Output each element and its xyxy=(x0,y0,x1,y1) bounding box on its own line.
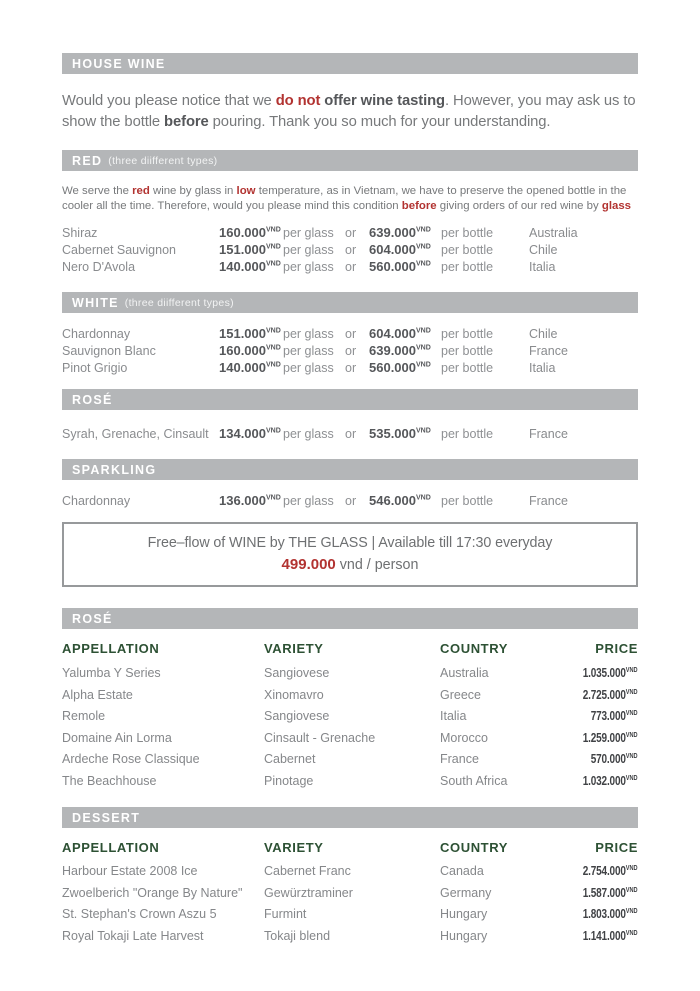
price: $1.035.000^{VND}$ xyxy=(583,666,638,681)
vnd-sup: VND xyxy=(416,226,431,234)
per-bottle-label: per bottle xyxy=(441,344,494,359)
wine-row xyxy=(62,259,638,276)
wine-row xyxy=(62,242,638,259)
price: $1.259.000^{VND}$ xyxy=(583,730,638,745)
column-header-country: COUNTRY xyxy=(440,641,508,657)
vnd-sup: VND xyxy=(626,865,638,873)
free-flow-price-line xyxy=(72,556,628,573)
vnd-sup: VND xyxy=(626,688,638,696)
vnd-sup: VND xyxy=(416,344,431,352)
variety: Cabernet xyxy=(264,752,316,767)
per-bottle-label: per bottle xyxy=(441,260,494,275)
wine-row xyxy=(62,426,638,443)
rose-bottle-table xyxy=(62,666,638,795)
wine-country: France xyxy=(529,427,568,442)
section-title: WHITE xyxy=(72,295,119,310)
wine-prices xyxy=(219,326,529,341)
bottle-price: $546.000^{VND}$ xyxy=(369,493,431,509)
section-subtitle: (three diifferent types) xyxy=(108,154,218,167)
table-header-row xyxy=(62,641,638,656)
bottle-price: $560.000^{VND}$ xyxy=(369,259,431,275)
price: $2.725.000^{VND}$ xyxy=(583,687,638,702)
appellation: St. Stephan's Crown Aszu 5 xyxy=(62,907,217,922)
sparkling-wine-list xyxy=(62,493,638,510)
appellation: The Beachhouse xyxy=(62,773,157,788)
column-header-price: PRICE xyxy=(595,840,638,856)
vnd-sup: VND xyxy=(416,260,431,268)
table-row xyxy=(62,929,638,951)
glass-price: $136.000^{VND}$ xyxy=(219,493,281,509)
column-header-price: PRICE xyxy=(595,641,638,657)
per-glass-label: per glass xyxy=(283,344,334,359)
appellation: Remole xyxy=(62,709,106,724)
or-label: or xyxy=(345,260,357,275)
vnd-sup: VND xyxy=(626,710,638,718)
glass-price: $160.000^{VND}$ xyxy=(219,343,281,359)
bottle-price: $639.000^{VND}$ xyxy=(369,343,431,359)
per-bottle-label: per bottle xyxy=(441,494,494,509)
vnd-sup: VND xyxy=(266,327,281,335)
table-row xyxy=(62,864,638,886)
wine-name: Shiraz xyxy=(62,226,98,241)
vnd-sup: VND xyxy=(416,427,431,435)
glass-price: $160.000^{VND}$ xyxy=(219,225,281,241)
country: South Africa xyxy=(440,773,508,788)
house-wine-notice: Would you please notice that we do not offer wine tasting. However, you may ask us to show the bottle before pouring. Thank you so much for your understanding. xyxy=(62,93,636,130)
section-title: HOUSE WINE xyxy=(72,56,166,71)
glass-price: $151.000^{VND}$ xyxy=(219,242,281,258)
column-header-appellation: APPELLATION xyxy=(62,840,160,856)
appellation: Domaine Ain Lorma xyxy=(62,730,172,745)
bottle-price: $535.000^{VND}$ xyxy=(369,426,431,442)
wine-prices xyxy=(219,493,529,508)
red-wine-list xyxy=(62,225,638,276)
bottle-price: $604.000^{VND}$ xyxy=(369,242,431,258)
table-row xyxy=(62,774,638,796)
variety: Furmint xyxy=(264,907,307,922)
section-bar-rose xyxy=(62,389,638,410)
or-label: or xyxy=(345,243,357,258)
variety: Cabernet Franc xyxy=(264,864,351,879)
vnd-sup: VND xyxy=(626,731,638,739)
or-label: or xyxy=(345,327,357,342)
country: Canada xyxy=(440,864,484,879)
country: Italia xyxy=(440,709,467,724)
table-header-row xyxy=(62,840,638,855)
vnd-sup: VND xyxy=(266,260,281,268)
per-bottle-label: per bottle xyxy=(441,361,494,376)
wine-row xyxy=(62,225,638,242)
variety: Tokaji blend xyxy=(264,928,331,943)
appellation: Harbour Estate 2008 Ice xyxy=(62,864,198,879)
wine-row xyxy=(62,493,638,510)
or-label: or xyxy=(345,344,357,359)
price: $1.803.000^{VND}$ xyxy=(583,907,638,922)
table-row xyxy=(62,666,638,688)
wine-prices xyxy=(219,343,529,358)
appellation: Zwoelberich "Orange By Nature" xyxy=(62,885,243,900)
appellation: Yalumba Y Series xyxy=(62,666,161,681)
wine-row xyxy=(62,360,638,377)
bottle-price: $604.000^{VND}$ xyxy=(369,326,431,342)
variety: Cinsault - Grenache xyxy=(264,730,376,745)
section-bar-rose-bottles xyxy=(62,608,638,629)
table-row xyxy=(62,709,638,731)
per-glass-label: per glass xyxy=(283,361,334,376)
wine-name: Pinot Grigio xyxy=(62,361,128,376)
vnd-sup: VND xyxy=(416,494,431,502)
variety: Pinotage xyxy=(264,773,314,788)
or-label: or xyxy=(345,494,357,509)
free-flow-promo-box xyxy=(62,522,638,587)
country: Hungary xyxy=(440,907,488,922)
vnd-sup: VND xyxy=(266,361,281,369)
per-glass-label: per glass xyxy=(283,260,334,275)
price: $2.754.000^{VND}$ xyxy=(583,864,638,879)
price: $1.587.000^{VND}$ xyxy=(583,885,638,900)
vnd-sup: VND xyxy=(626,886,638,894)
wine-country: France xyxy=(529,344,568,359)
section-title: SPARKLING xyxy=(72,462,157,477)
variety: Sangiovese xyxy=(264,709,330,724)
or-label: or xyxy=(345,226,357,241)
vnd-sup: VND xyxy=(416,327,431,335)
bottle-price: $560.000^{VND}$ xyxy=(369,360,431,376)
free-flow-unit: vnd / person xyxy=(335,557,419,574)
variety: Xinomavro xyxy=(264,687,324,702)
vnd-sup: VND xyxy=(626,753,638,761)
wine-country: Chile xyxy=(529,327,558,342)
free-flow-price: 499.000 xyxy=(281,556,336,574)
section-bar-dessert xyxy=(62,807,638,828)
vnd-sup: VND xyxy=(626,667,638,675)
variety: Sangiovese xyxy=(264,666,330,681)
per-glass-label: per glass xyxy=(283,243,334,258)
wine-prices xyxy=(219,360,529,375)
or-label: or xyxy=(345,427,357,442)
section-title: ROSÉ xyxy=(72,611,113,626)
column-header-variety: VARIETY xyxy=(264,840,324,856)
table-row xyxy=(62,731,638,753)
vnd-sup: VND xyxy=(266,344,281,352)
wine-name: Chardonnay xyxy=(62,494,131,509)
section-bar-red xyxy=(62,150,638,171)
vnd-sup: VND xyxy=(626,774,638,782)
column-header-country: COUNTRY xyxy=(440,840,508,856)
wine-row xyxy=(62,343,638,360)
wine-name: Syrah, Grenache, Cinsault xyxy=(62,427,209,442)
price: $1.032.000^{VND}$ xyxy=(583,773,638,788)
price: $773.000^{VND}$ xyxy=(591,709,638,724)
per-bottle-label: per bottle xyxy=(441,226,494,241)
section-bar-house-wine xyxy=(62,53,638,74)
variety: Gewürztraminer xyxy=(264,885,353,900)
vnd-sup: VND xyxy=(416,243,431,251)
vnd-sup: VND xyxy=(266,226,281,234)
wine-name: Chardonnay xyxy=(62,327,131,342)
wine-prices xyxy=(219,242,529,257)
vnd-sup: VND xyxy=(266,427,281,435)
vnd-sup: VND xyxy=(266,494,281,502)
appellation: Alpha Estate xyxy=(62,687,133,702)
white-wine-list xyxy=(62,326,638,377)
wine-country: Chile xyxy=(529,243,558,258)
section-title: ROSÉ xyxy=(72,392,113,407)
country: Germany xyxy=(440,885,492,900)
per-glass-label: per glass xyxy=(283,327,334,342)
section-subtitle: (three diifferent types) xyxy=(124,296,234,309)
country: Hungary xyxy=(440,928,488,943)
wine-country: Italia xyxy=(529,260,556,275)
wine-country: Australia xyxy=(529,226,578,241)
appellation: Royal Tokaji Late Harvest xyxy=(62,928,204,943)
country: Australia xyxy=(440,666,489,681)
column-header-appellation: APPELLATION xyxy=(62,641,160,657)
column-header-variety: VARIETY xyxy=(264,641,324,657)
wine-name: Sauvignon Blanc xyxy=(62,344,156,359)
appellation: Ardeche Rose Classique xyxy=(62,752,200,767)
wine-name: Cabernet Sauvignon xyxy=(62,243,176,258)
vnd-sup: VND xyxy=(416,361,431,369)
section-title: RED xyxy=(72,153,103,168)
price: $570.000^{VND}$ xyxy=(591,752,638,767)
free-flow-text: Free–flow of WINE by THE GLASS | Available till 17:30 everyday xyxy=(147,535,553,552)
menu-content xyxy=(62,0,638,950)
wine-country: France xyxy=(529,494,568,509)
glass-price: $140.000^{VND}$ xyxy=(219,259,281,275)
wine-prices xyxy=(219,426,529,441)
vnd-sup: VND xyxy=(626,929,638,937)
glass-price: $140.000^{VND}$ xyxy=(219,360,281,376)
price: $1.141.000^{VND}$ xyxy=(583,928,638,943)
per-bottle-label: per bottle xyxy=(441,427,494,442)
per-glass-label: per glass xyxy=(283,226,334,241)
table-row xyxy=(62,752,638,774)
section-title: DESSERT xyxy=(72,810,141,825)
per-glass-label: per glass xyxy=(283,427,334,442)
per-glass-label: per glass xyxy=(283,494,334,509)
glass-price: $134.000^{VND}$ xyxy=(219,426,281,442)
rose-wine-list xyxy=(62,426,638,443)
vnd-sup: VND xyxy=(626,908,638,916)
wine-name: Nero D'Avola xyxy=(62,260,136,275)
bottle-price: $639.000^{VND}$ xyxy=(369,225,431,241)
glass-price: $151.000^{VND}$ xyxy=(219,326,281,342)
section-bar-sparkling xyxy=(62,459,638,480)
table-row xyxy=(62,688,638,710)
vnd-sup: VND xyxy=(266,243,281,251)
red-wine-note: We serve the red wine by glass in low temperature, as in Vietnam, we have to preserve the opened bottle in the cooler all the time. Therefore, would you please mind this condition before giving orders of our red wine by glass xyxy=(62,185,631,213)
country: Greece xyxy=(440,687,481,702)
country: France xyxy=(440,752,479,767)
section-bar-white xyxy=(62,292,638,313)
or-label: or xyxy=(345,361,357,376)
dessert-bottle-table xyxy=(62,864,638,950)
wine-country: Italia xyxy=(529,361,556,376)
country: Morocco xyxy=(440,730,488,745)
wine-prices xyxy=(219,225,529,240)
per-bottle-label: per bottle xyxy=(441,327,494,342)
wine-prices xyxy=(219,259,529,274)
wine-row xyxy=(62,326,638,343)
table-row xyxy=(62,907,638,929)
per-bottle-label: per bottle xyxy=(441,243,494,258)
table-row xyxy=(62,886,638,908)
